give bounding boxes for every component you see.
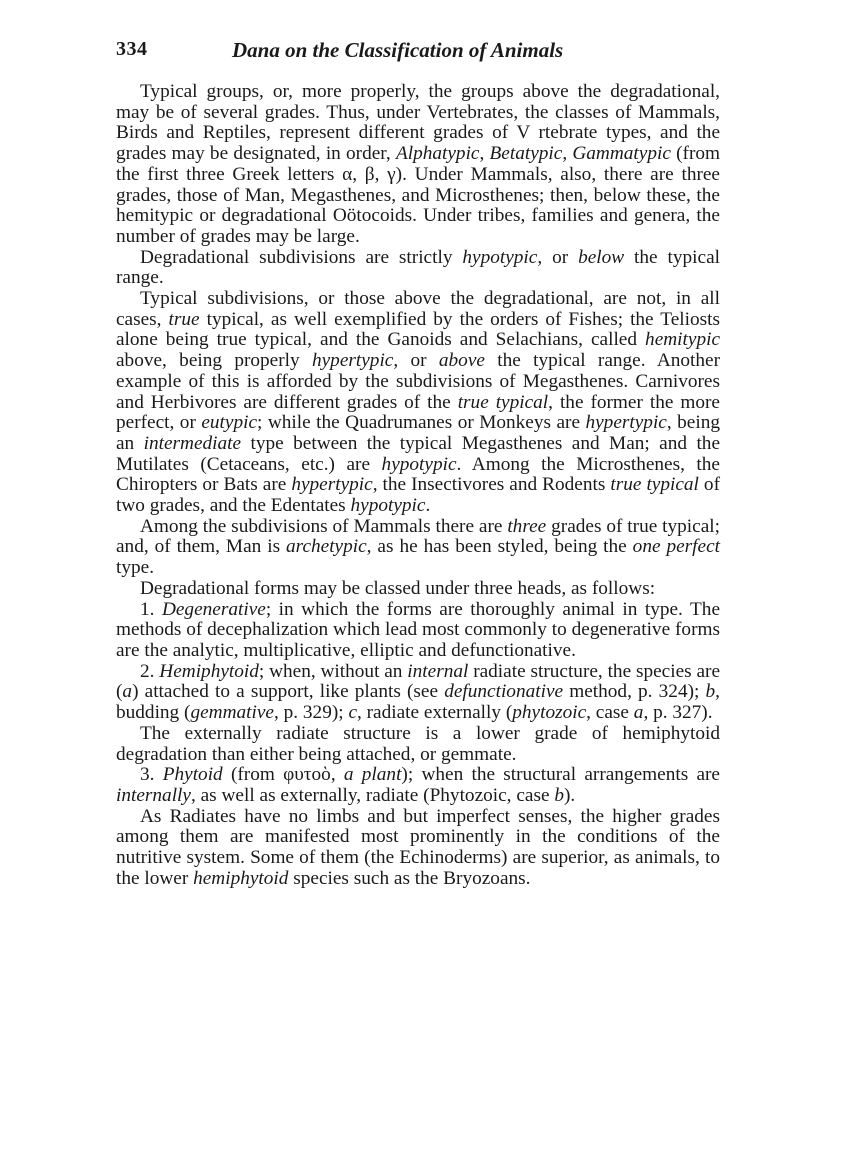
italic-run: hemiphytoid — [193, 867, 289, 889]
paragraph — [116, 724, 720, 765]
text-run: , or — [393, 350, 439, 372]
italic-run: one perfect — [632, 536, 720, 558]
paragraph — [116, 662, 720, 724]
paragraph — [116, 600, 720, 662]
text-run: , as well as externally, radiate (Phytozoic, case — [190, 784, 555, 806]
text-run: 2. — [140, 660, 160, 682]
text-run: . Among the Microsthenes, the Chiropters or Bats are — [116, 453, 720, 496]
text-run: The externally radiate structure is a lower grade of hemiphytoid degradation than either being attached, or gemmate. — [116, 722, 720, 765]
italic-run: below — [578, 246, 625, 268]
italic-run: three — [507, 515, 547, 537]
italic-run: a plant — [343, 764, 402, 786]
italic-run: hypotypic — [462, 246, 538, 268]
text-run: 3. — [140, 764, 163, 786]
paragraph — [116, 807, 720, 890]
text-run: ; when, without an — [258, 660, 408, 682]
paragraph — [116, 289, 720, 517]
text-run: , budding ( — [116, 681, 720, 724]
italic-run: hemitypic — [645, 329, 720, 351]
text-run: Degradational subdivisions are strictly — [140, 246, 463, 268]
text-run: , — [479, 143, 490, 165]
paragraph — [116, 579, 720, 600]
italic-run: intermediate — [143, 432, 242, 454]
text-run: , — [562, 143, 573, 165]
text-run: type between the typical Megasthenes and Man; and the Mutilates (Cetaceans, etc.) are — [116, 432, 720, 475]
italic-run: archetypic — [286, 536, 367, 558]
text-run: ); when the structural arrangements are — [401, 764, 720, 786]
text-run: the typical range. Another example of this is afforded by the subdivisions of Megasthenes. Carnivores and Herbivores are different grades of the — [116, 350, 720, 413]
text-run: ; in which the forms are thoroughly animal in type. The methods of decephalization which lead most commonly to degenerative forms are the analytic, multiplicative, elliptic and defunctionative. — [116, 598, 720, 661]
text-run: the typical range. — [116, 246, 720, 289]
italic-run: hypotypic — [350, 495, 426, 517]
text-run: Among the subdivisions of Mammals there are — [140, 515, 508, 537]
paragraph — [116, 765, 720, 806]
italic-run: Degenerative — [161, 598, 266, 620]
text-run: , as he has been styled, being the — [366, 536, 633, 558]
text-run: (from the first three Greek letters α, β, γ). Under Mammals, also, there are three grades, those of Man, Megasthenes, and Microsthenes; then, below these, the hemitypic or degradational Oötocoids. Under tribes, families and genera, the number of grades may be large. — [116, 143, 720, 247]
italic-run: hypertypic — [291, 474, 373, 496]
italic-run: Alphatypic — [395, 143, 480, 165]
italic-run: Gammatypic — [572, 143, 671, 165]
running-title: Dana on the Classification of Animals — [232, 38, 564, 62]
page-header — [116, 38, 716, 68]
text-run: of two grades, and the Edentates — [116, 474, 720, 517]
text-run: As Radiates have no limbs and but imperfect senses, the higher grades among them are manifested most prominently in the conditions of the nutritive system. Some of them (the Echinoderms) are superior, as animals, to the lower — [116, 805, 720, 889]
italic-run: c — [348, 702, 357, 724]
italic-run: b — [705, 681, 716, 703]
text-run: , p. 327). — [643, 702, 713, 724]
italic-run: hypotypic — [381, 453, 457, 475]
italic-run: b — [554, 784, 564, 806]
text-run: species such as the Bryozoans. — [288, 867, 531, 889]
text-run: (from φυτοὸ, — [222, 764, 344, 786]
italic-run: Hemiphytoid — [159, 660, 259, 682]
text-run: 1. — [140, 598, 162, 620]
text-run: ) attached to a support, like plants (see — [132, 681, 445, 703]
text-run: Typical groups, or, more properly, the groups above the degradational, may be of several grades. Thus, under Vertebrates, the classes of Mammals, Birds and Reptiles, represent different grades of V rtebrate types, and the grades may be designated, in order, — [116, 81, 720, 165]
italic-run: Phytoid — [162, 764, 223, 786]
italic-run: hypertypic — [311, 350, 394, 372]
text-run: , the Insectivores and Rodents — [372, 474, 611, 496]
text-run: Degradational forms may be classed under three heads, as follows: — [140, 577, 656, 599]
italic-run: defunctionative — [444, 681, 564, 703]
text-run: typical, as well exemplified by the orders of Fishes; the Teliosts alone being true typical, and the Ganoids and Selachians, called — [116, 308, 720, 351]
italic-run: true — [168, 308, 200, 330]
italic-run: internal — [407, 660, 469, 682]
page-number: 334 — [116, 38, 148, 60]
text-run: ). — [563, 784, 576, 806]
paragraph — [116, 82, 720, 248]
paragraph — [116, 517, 720, 579]
body-text — [116, 82, 720, 889]
text-run: . — [425, 495, 431, 517]
text-run: ; while the Quadrumanes or Monkeys are — [257, 412, 586, 434]
italic-run: phytozoic — [512, 702, 587, 724]
text-run: , case — [586, 702, 634, 724]
text-run: , being an — [116, 412, 720, 454]
italic-run: hypertypic — [585, 412, 667, 434]
text-run: radiate structure, the species are ( — [116, 660, 721, 703]
text-run: above, being properly — [116, 350, 312, 372]
italic-run: eutypic — [201, 412, 258, 434]
text-run: , the former the more perfect, or — [116, 391, 720, 434]
italic-run: a — [633, 702, 644, 724]
paragraph — [116, 248, 720, 289]
italic-run: true typical — [457, 391, 549, 413]
italic-run: above — [438, 350, 485, 372]
italic-run: true typical — [610, 474, 699, 496]
italic-run: Betatypic — [489, 143, 563, 165]
italic-run: internally — [116, 784, 191, 806]
italic-run: a — [122, 681, 133, 703]
text-run: , or — [537, 246, 579, 268]
italic-run: gemmative — [190, 702, 274, 724]
text-run: method, p. 324); — [563, 681, 706, 703]
text-run: , radiate externally ( — [357, 702, 513, 724]
text-run: Typical subdivisions, or those above the degradational, are not, in all cases, — [116, 288, 720, 330]
text-run: grades of true typical; and, of them, Man is — [116, 515, 720, 558]
text-run: type. — [116, 557, 155, 579]
text-run: , p. 329); — [273, 702, 349, 724]
